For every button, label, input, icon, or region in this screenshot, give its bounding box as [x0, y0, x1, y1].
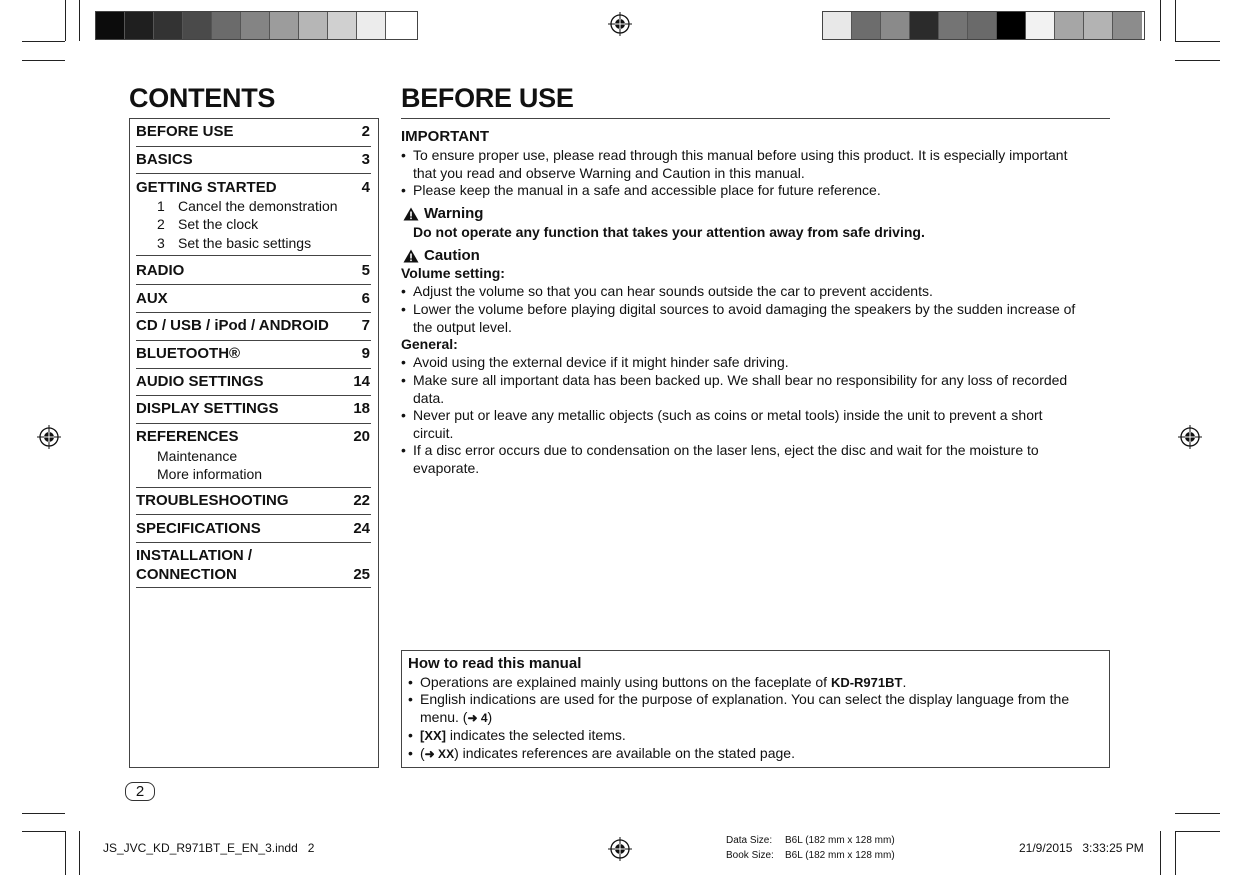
bullet: •: [401, 354, 406, 370]
toc-sub-number: 2: [157, 216, 165, 232]
toc-page: 2: [361, 123, 370, 140]
color-swatch: [997, 12, 1026, 39]
footer-filename: JS_JVC_KD_R971BT_E_EN_3.indd 2: [103, 841, 315, 855]
color-swatch: [212, 12, 241, 39]
toc-page: 3: [361, 151, 370, 168]
toc-sub-item[interactable]: Cancel the demonstration: [178, 198, 338, 214]
toc-page: 4: [361, 179, 370, 196]
color-swatch: [968, 12, 997, 39]
bullet-text: Never put or leave any metallic objects (such as coins or metal tools) inside the unit to prevent a short circuit.: [413, 407, 1043, 441]
color-swatch: [939, 12, 968, 39]
toc-entry[interactable]: [136, 262, 371, 285]
toc-label: BEFORE USE: [136, 123, 234, 140]
toc-label: GETTING STARTED: [136, 179, 277, 196]
list-item: [408, 727, 1108, 745]
registration-mark-icon: [608, 12, 632, 36]
crop-mark: [22, 813, 65, 814]
bullet: •: [401, 407, 406, 423]
bullet-text: If a disc error occurs due to condensation on the laser lens, eject the disc and wait for the moisture to evaporate.: [413, 442, 1039, 476]
toc-label: INSTALLATION /: [136, 547, 253, 564]
how-to-read-heading: How to read this manual: [408, 655, 582, 672]
color-swatch: [1055, 12, 1084, 39]
crop-mark: [22, 41, 65, 42]
bullet-text: Make sure all important data has been backed up. We shall bear no responsibility for any loss of recorded data.: [413, 372, 1068, 406]
list-item: [408, 691, 1108, 726]
crop-mark: [22, 831, 65, 832]
bullet: •: [401, 301, 406, 317]
color-swatch: [154, 12, 183, 39]
bullet: •: [408, 674, 413, 690]
warning-heading: Warning: [424, 205, 484, 222]
list-item: [401, 182, 1101, 200]
color-swatch: [299, 12, 328, 39]
title-rule: [401, 118, 1110, 119]
caution-icon: [403, 249, 419, 263]
toc-label: SPECIFICATIONS: [136, 520, 261, 537]
bullet: •: [408, 691, 413, 707]
general-heading: General:: [401, 336, 458, 352]
toc-label: AUX: [136, 290, 168, 307]
crop-mark: [1175, 0, 1176, 41]
list-item: [408, 674, 1108, 692]
bullet-text: English indications are used for the purpose of explanation. You can select the display language from the menu. (➜ 4): [420, 691, 1070, 725]
color-swatch: [823, 12, 852, 39]
list-item: [401, 283, 1101, 301]
color-swatch: [881, 12, 910, 39]
data-size-value: B6L (182 mm x 128 mm): [785, 835, 895, 846]
bullet-text: Adjust the volume so that you can hear sounds outside the car to prevent accidents.: [413, 283, 933, 299]
toc-page: 6: [361, 290, 370, 307]
toc-label: REFERENCES: [136, 428, 239, 445]
crop-mark: [65, 831, 66, 875]
color-swatch: [125, 12, 154, 39]
color-swatch: [1026, 12, 1055, 39]
warning-text: Do not operate any function that takes your attention away from safe driving.: [413, 224, 925, 240]
list-item: [401, 372, 1101, 407]
toc-entry[interactable]: [136, 492, 371, 515]
page-title: BEFORE USE: [401, 83, 574, 113]
toc-entry[interactable]: [136, 317, 371, 341]
color-swatch: [328, 12, 357, 39]
contents-title: CONTENTS: [129, 83, 276, 113]
page-number: 2: [125, 782, 155, 801]
toc-page: 20: [353, 428, 370, 445]
toc-page: 7: [361, 317, 370, 334]
toc-page: 18: [353, 400, 370, 417]
toc-sub-item[interactable]: More information: [157, 466, 263, 482]
color-swatch: [386, 12, 415, 39]
crop-mark: [22, 60, 65, 61]
bullet: •: [408, 727, 413, 743]
toc-sub-item[interactable]: Set the basic settings: [178, 235, 312, 251]
display-code: [XX]: [420, 728, 446, 743]
list-item: [401, 407, 1101, 442]
footer-timestamp: 21/9/2015 3:33:25 PM: [1019, 841, 1144, 855]
toc-label: CONNECTION: [136, 566, 237, 583]
toc-label: CD / USB / iPod / ANDROID: [136, 317, 329, 334]
bullet: •: [401, 147, 406, 163]
toc-sub-number: 3: [157, 235, 165, 251]
page-reference: ➜ 4: [467, 710, 488, 725]
registration-mark-icon: [608, 837, 632, 861]
volume-heading: Volume setting:: [401, 265, 505, 281]
important-heading: IMPORTANT: [401, 128, 490, 145]
toc-page: 9: [361, 345, 370, 362]
toc-entry[interactable]: [136, 123, 371, 147]
crop-mark: [65, 0, 66, 41]
toc-page: 24: [353, 520, 370, 537]
bullet-text: [XX] indicates the selected items.: [420, 727, 626, 743]
crop-mark: [79, 831, 80, 875]
toc-entry[interactable]: [136, 290, 371, 313]
toc-label: DISPLAY SETTINGS: [136, 400, 279, 417]
warning-icon: [403, 207, 419, 221]
bullet: •: [401, 182, 406, 198]
toc-page: 5: [361, 262, 370, 279]
bullet-text: Operations are explained mainly using buttons on the faceplate of KD-R971BT.: [420, 674, 907, 690]
list-item: [401, 147, 1101, 182]
toc-label: TROUBLESHOOTING: [136, 492, 289, 509]
color-swatch: [241, 12, 270, 39]
color-swatch: [1113, 12, 1142, 39]
bullet: •: [408, 745, 413, 761]
color-swatch: [183, 12, 212, 39]
list-item: [401, 354, 1101, 372]
color-swatch: [910, 12, 939, 39]
crop-mark: [1160, 0, 1161, 41]
bullet-text: Please keep the manual in a safe and accessible place for future reference.: [413, 182, 881, 198]
color-swatch: [357, 12, 386, 39]
bullet-text: (➜ XX) indicates references are available on the stated page.: [420, 745, 795, 761]
toc-page: 25: [353, 566, 370, 583]
crop-mark: [1175, 831, 1176, 875]
toc-label: BLUETOOTH®: [136, 345, 241, 362]
color-swatch: [96, 12, 125, 39]
color-swatch: [270, 12, 299, 39]
registration-mark-icon: [1178, 425, 1202, 449]
color-bar-left: [95, 11, 418, 40]
data-size-label: Data Size:: [726, 835, 773, 846]
page-reference: ➜ XX: [424, 747, 455, 761]
bullet-text: Avoid using the external device if it might hinder safe driving.: [413, 354, 789, 370]
crop-mark: [79, 0, 80, 41]
color-bar-right: [822, 11, 1145, 40]
toc-entry[interactable]: [136, 547, 371, 588]
bullet-text: Lower the volume before playing digital sources to avoid damaging the speakers by the sudden increase of the output level.: [413, 301, 1076, 335]
registration-mark-icon: [37, 425, 61, 449]
toc-sub-number: 1: [157, 198, 165, 214]
crop-mark: [1175, 41, 1220, 42]
bullet: •: [401, 283, 406, 299]
toc-label: RADIO: [136, 262, 185, 279]
toc-page: 22: [353, 492, 370, 509]
list-item: [401, 442, 1101, 477]
list-item: [408, 745, 1108, 763]
book-size-value: B6L (182 mm x 128 mm): [785, 850, 895, 861]
toc-entry[interactable]: [136, 373, 371, 396]
toc-entry[interactable]: [136, 345, 371, 369]
toc-label: AUDIO SETTINGS: [136, 373, 264, 390]
caution-heading: Caution: [424, 247, 480, 264]
color-swatch: [852, 12, 881, 39]
crop-mark: [1175, 813, 1220, 814]
list-item: [401, 301, 1113, 336]
toc-entry[interactable]: [136, 400, 371, 424]
toc-sub-item[interactable]: Set the clock: [178, 216, 259, 232]
toc-sub-item[interactable]: Maintenance: [157, 448, 238, 464]
crop-mark: [1160, 831, 1161, 875]
crop-mark: [1175, 831, 1220, 832]
bullet: •: [401, 442, 406, 458]
toc-entry[interactable]: [136, 520, 371, 543]
color-swatch: [1084, 12, 1113, 39]
bullet-text: To ensure proper use, please read through this manual before using this product. It is especially important that you read and observe Warning and Caution in this manual.: [413, 147, 1068, 181]
model-name: KD-R971BT: [830, 675, 903, 690]
toc-label: BASICS: [136, 151, 193, 168]
crop-mark: [1175, 60, 1220, 61]
bullet: •: [401, 372, 406, 388]
book-size-label: Book Size:: [726, 850, 774, 861]
toc-page: 14: [353, 373, 370, 390]
toc-entry[interactable]: [136, 151, 371, 174]
